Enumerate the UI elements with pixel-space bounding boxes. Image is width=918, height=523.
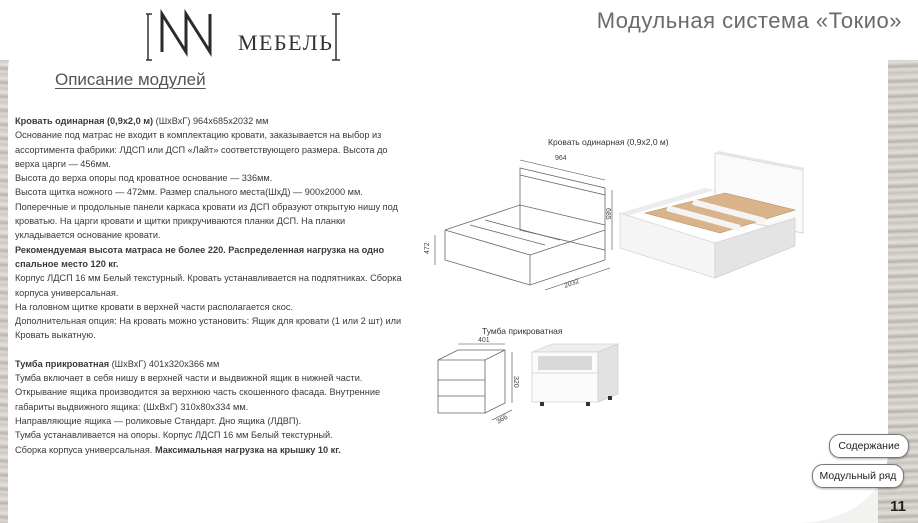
bed-title: Кровать одинарная (0,9х2,0 м) bbox=[15, 116, 154, 126]
tumba-render-image bbox=[528, 340, 623, 410]
bed-dim-width: 964 bbox=[555, 155, 567, 162]
section-title: Описание модулей bbox=[55, 70, 206, 89]
bed-paragraph: На головном щитке кровати в верхней части располагается скос. bbox=[15, 301, 293, 312]
tumba-paragraph: Тумба устанавливается на опоры. Корпус ЛДСП 16 мм Белый текстурный. bbox=[15, 430, 333, 441]
tumba-technical-drawing bbox=[430, 338, 525, 428]
page-number: 11 bbox=[890, 498, 906, 515]
description-text bbox=[15, 114, 407, 457]
bed-caption: Кровать одинарная (0,9х2,0 м) bbox=[548, 137, 669, 147]
bed-paragraph: Основание под матрас не входит в комплектацию кровати, заказывается на выбор из ассортимента фабрики: ЛДСП или ДСП «Лайт» соответствующего размера. Высота до верха царги — 456мм. bbox=[15, 130, 388, 169]
tumba-dim-width: 401 bbox=[478, 337, 490, 344]
tumba-dim-height: 320 bbox=[512, 376, 519, 388]
bed-paragraph-bold: Рекомендуемая высота матраса не более 220. Распределенная нагрузка на одно спальное место 120 кг. bbox=[15, 244, 385, 269]
bed-paragraph: Поперечные и продольные панели каркаса кровати из ДСП образуют открытую нишу под кроватью. На царги кровати и щитки прикручиваются планки ДСП. На планки укладывается основание кровати. bbox=[15, 201, 398, 241]
bed-paragraph: Высота щитка ножного — 472мм. Размер спального места(ШхД) — 900х2000 мм. bbox=[15, 187, 363, 198]
tumba-caption: Тумба прикроватная bbox=[482, 326, 563, 336]
bed-paragraph: Высота до верха опоры под кроватное основание — 336мм. bbox=[15, 173, 273, 184]
tumba-dim-depth: 366 bbox=[495, 413, 510, 426]
tumba-plain-text: Сборка корпуса универсальная. bbox=[15, 444, 155, 455]
bed-paragraph: Корпус ЛДСП 16 мм Белый текстурный. Кровать устанавливается на подпятниках. Сборка корпуса универсальная. bbox=[15, 273, 402, 298]
tumba-bold-text: Максимальная нагрузка на крышку 10 кг. bbox=[154, 444, 341, 455]
logo-text: МЕБЕЛЬ bbox=[238, 30, 334, 55]
tumba-paragraph: Направляющие ящика — роликовые Стандарт. Дно ящика (ЛДВП). bbox=[15, 415, 302, 426]
tumba-paragraph bbox=[15, 443, 407, 457]
bed-technical-drawing bbox=[425, 150, 615, 290]
page-title: Модульная система «Токио» bbox=[596, 8, 902, 33]
bed-dims-label: (ШхВхГ) 964х685х2032 мм bbox=[153, 116, 269, 126]
contents-button[interactable]: Содержание bbox=[829, 434, 909, 458]
bed-dim-length: 2032 bbox=[563, 277, 581, 290]
tumba-paragraph: Тумба включает в себя нишу в верхней части и выдвижной ящик в нижней части. Открывание ящика производится за верхнюю часть скошенного фасада. Внутренние габариты выдвижного ящика: (ШхВхГ) 310х80х334 мм. bbox=[15, 373, 381, 412]
tumba-dims-label: (ШхВхГ) 401х320х366 мм bbox=[109, 358, 220, 369]
bed-dim-height: 685 bbox=[604, 208, 611, 220]
bed-render-image bbox=[615, 148, 810, 283]
bed-dim-foot: 472 bbox=[424, 242, 431, 254]
tumba-heading bbox=[15, 357, 407, 371]
bed-heading bbox=[15, 114, 407, 128]
tumba-title: Тумба прикроватная bbox=[15, 358, 110, 369]
bed-paragraph: Дополнительная опция: На кровать можно установить: Ящик для кровати (1 или 2 шт) или Кровать выкатную. bbox=[15, 316, 402, 341]
modules-button[interactable]: Модульный ряд bbox=[812, 464, 904, 488]
